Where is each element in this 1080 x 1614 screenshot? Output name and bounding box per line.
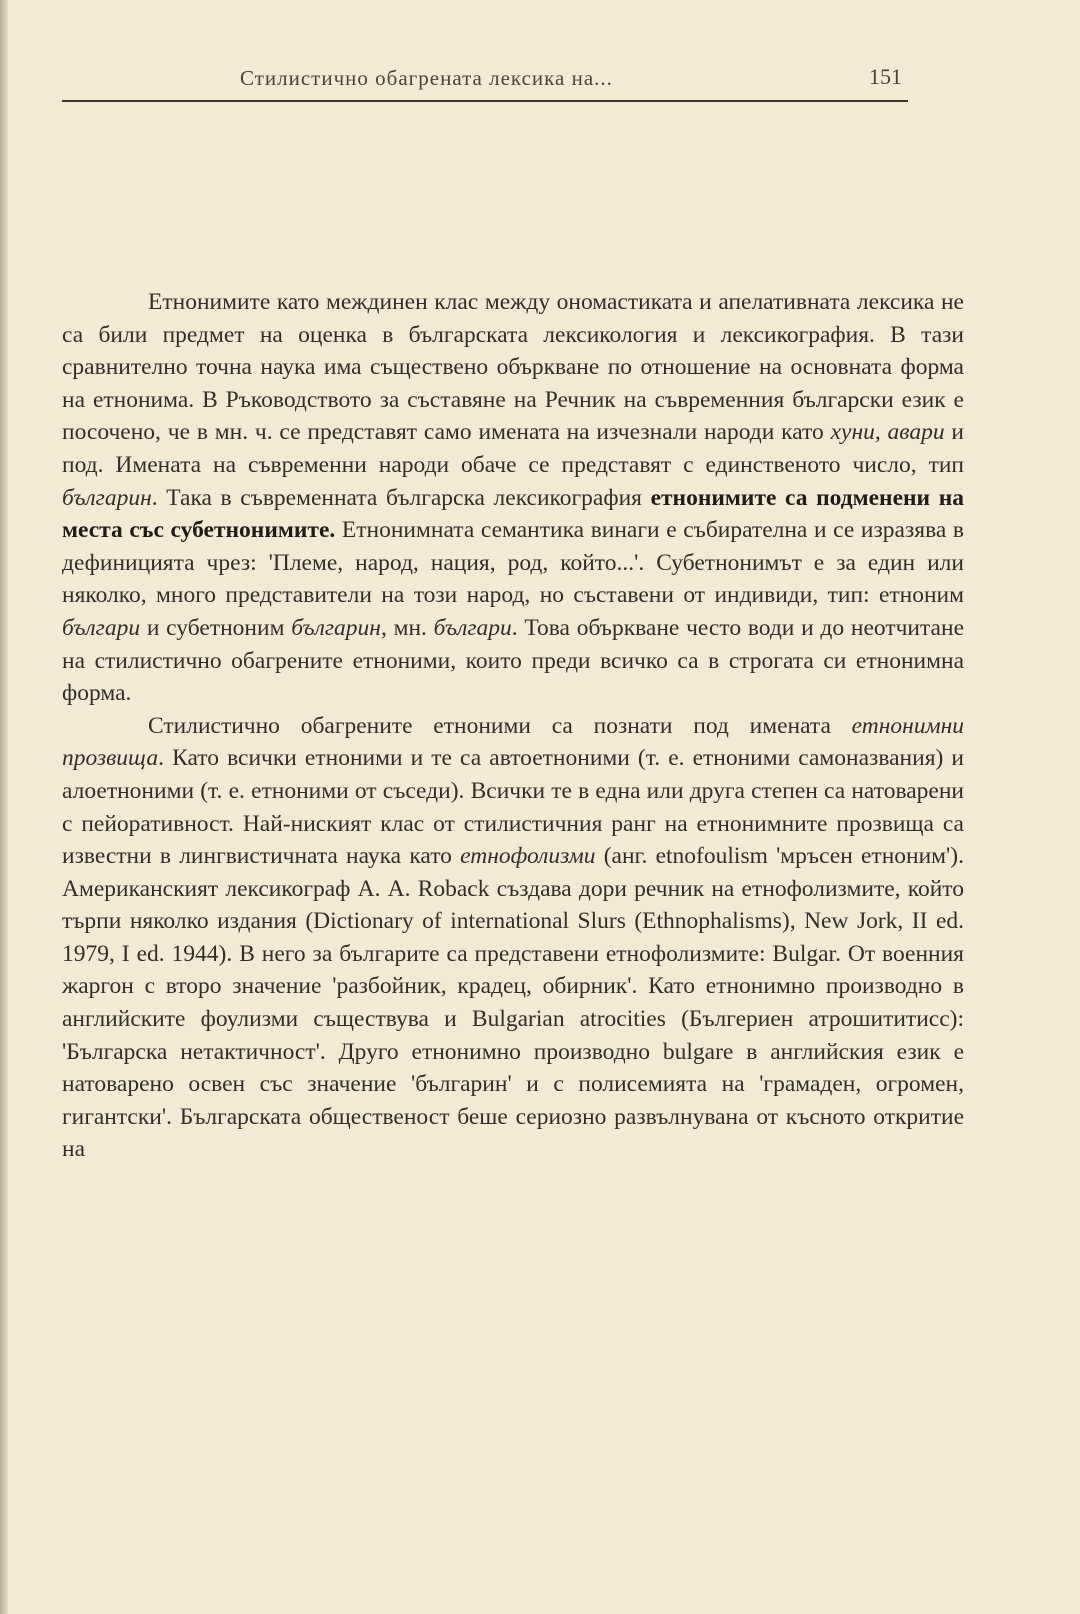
text-run: . Така в съвременната българска лексикография [151,484,651,511]
italic-term: хуни, авари [830,419,945,446]
italic-term: българин [291,614,381,641]
text-run: и субетноним [140,614,292,641]
italic-term: българи [62,614,141,641]
paragraph [62,710,964,1166]
text-run: Етнонимната семантика винаги е събирателна и се изразява в дефиницията чрез: 'Племе, народ, нация, род, който...'. Субетнонимът е за един или няколко, много представители на този народ, но съставени от индивиди, тип: етноним [62,517,964,609]
text-run: Етнонимите като междинен клас между ономастиката и апелативната лексика не са били предмет на оценка в българската лексикология и лексикография. В тази сравнително точна наука има съществено объркване по отношение на основната форма на етнонима. В Ръководството за съставяне на Речник на съвременния български език е посочено, че в мн. ч. се представят само имената на изчезнали народи като [62,289,964,446]
body-text [62,286,964,1166]
italic-term: българи [433,614,512,641]
page-edge [0,0,8,1614]
text-run: . Като всички етноними и те са автоетноними (т. е. етноними самоназвания) и алоетноними (т. е. етноними от съседи). Всички те в една или друга степен са натоварени с пейоративност. Най-ниският клас от стилистичния ранг на етнонимните прозвища са известни в лингвистичната наука като [62,745,964,870]
italic-term: етнонимни прозвища [62,712,964,772]
bold-statement: етнонимите са подменени на места със субетнонимите. [62,484,964,544]
italic-term: етнофолизми [460,843,596,870]
text-run: (анг. etnofoulism 'мръсен етноним'). Американският лексикограф А. А. Roback създава дори речник на етнофолизмите, който търпи няколко издания (Dictionary of international Slurs (Ethnophalisms), New Jork, II ed. 1979, I ed. 1944). В него за българите са представени етнофолизмите: Bulgar. От военния жаргон с второ значение 'разбойник, крадец, обирник'. Като етнонимно производно в английските фоулизми съществува и Bulgarian atrocities (Бългериен атрошититисс): 'Българска нетактичност'. Друго етнонимно производно bulgare в английския език е натоварено освен със значение 'българин' и с полисемията на 'грамаден, огромен, гигантски'. Българската общественост беше сериозно развълнувана от късното откритие на [62,843,964,1163]
paragraph [62,286,964,710]
text-run: и под. Имената на съвременни народи обаче се представят с единственото число, тип [62,419,964,478]
text-run: . Това объркване често води и до неотчитане на стилистично обагрените етноними, които преди всичко са в строгата си етнонимна форма. [62,614,964,707]
text-run: , мн. [380,614,434,641]
running-head [62,60,908,102]
page-number: 151 [869,64,902,89]
running-title: Стилистично обагрената лексика на... [240,66,613,90]
italic-term: българин [62,484,152,511]
text-run: Стилистично обагрените етноними са познати под имената [148,712,852,739]
